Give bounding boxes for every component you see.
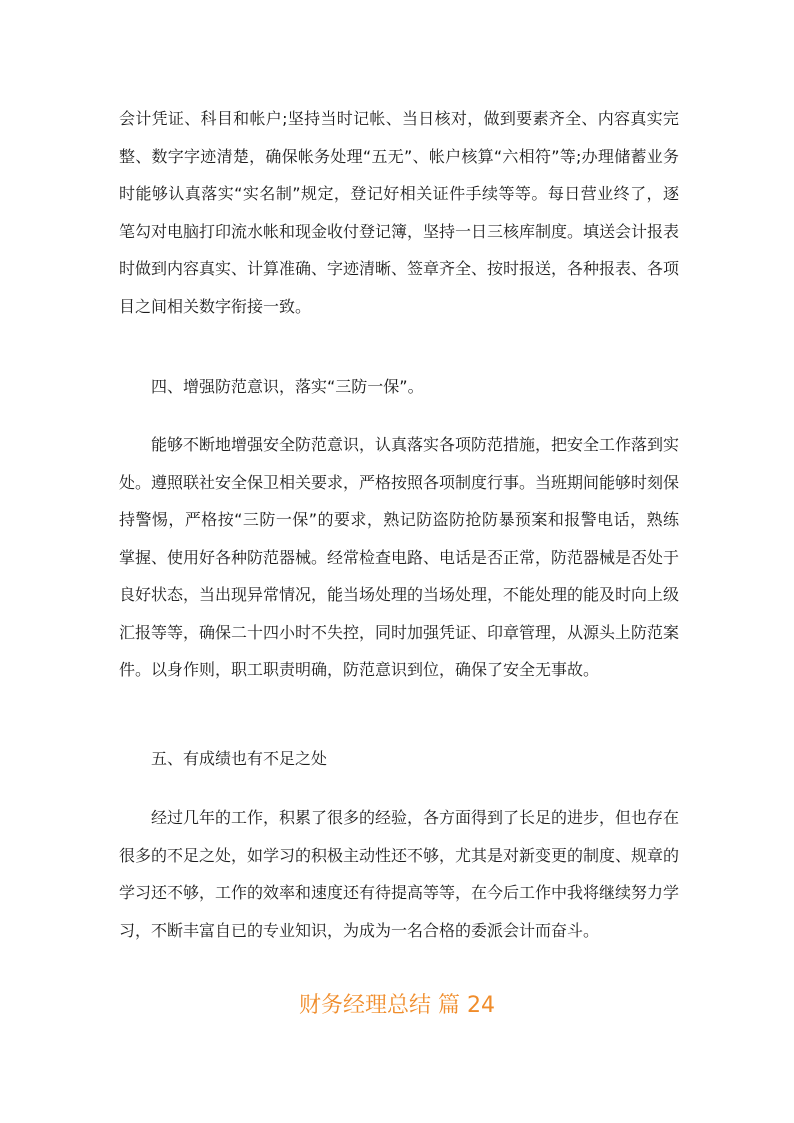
article-title: 财务经理总结 篇 24 bbox=[299, 993, 495, 1018]
body-paragraph: 经过几年的工作，积累了很多的经验，各方面得到了长足的进步，但也存在很多的不足之处，如学习的积极主动性还不够，尤其是对新变更的制度、规章的学习还不够，工作的效率和速度还有待提高等等，在今后工作中我将继续努力学习，不断丰富自已的专业知识，为成为一名合格的委派会计而奋斗。 bbox=[119, 808, 680, 940]
section-heading: 四、增强防范意识，落实“三防一保”。 bbox=[151, 377, 424, 396]
body-paragraph: 能够不断地增强安全防范意识，认真落实各项防范措施，把安全工作落到实处。遵照联社安全保卫相关要求，严格按照各项制度行事。当班期间能够时刻保持警惕，严格按“三防一保”的要求，熟记防盗防抢防暴预案和报警电话，熟练掌握、使用好各种防范器械。经常检查电路、电话是否正常，防范器械是否处于良好状态，当出现异常情况，能当场处理的当场处理，不能处理的能及时向上级汇报等等，确保二十四小时不失控，同时加强凭证、印章管理，从源头上防范案件。以身作则，职工职责明确，防范意识到位，确保了安全无事故。 bbox=[119, 435, 680, 679]
section-heading: 五、有成绩也有不足之处 bbox=[151, 749, 328, 768]
body-paragraph: 会计凭证、科目和帐户;坚持当时记帐、当日核对，做到要素齐全、内容真实完整、数字字迹清楚，确保帐务处理“五无”、帐户核算“六相符”等;办理储蓄业务时能够认真落实“实名制”规定，登记好相关证件手续等等。每日营业终了，逐笔勾对电脑打印流水帐和现金收付登记簿，坚持一日三核库制度。填送会计报表时做到内容真实、计算准确、字迹清晰、签章齐全、按时报送，各种报表、各项目之间相关数字衔接一致。 bbox=[119, 109, 680, 316]
